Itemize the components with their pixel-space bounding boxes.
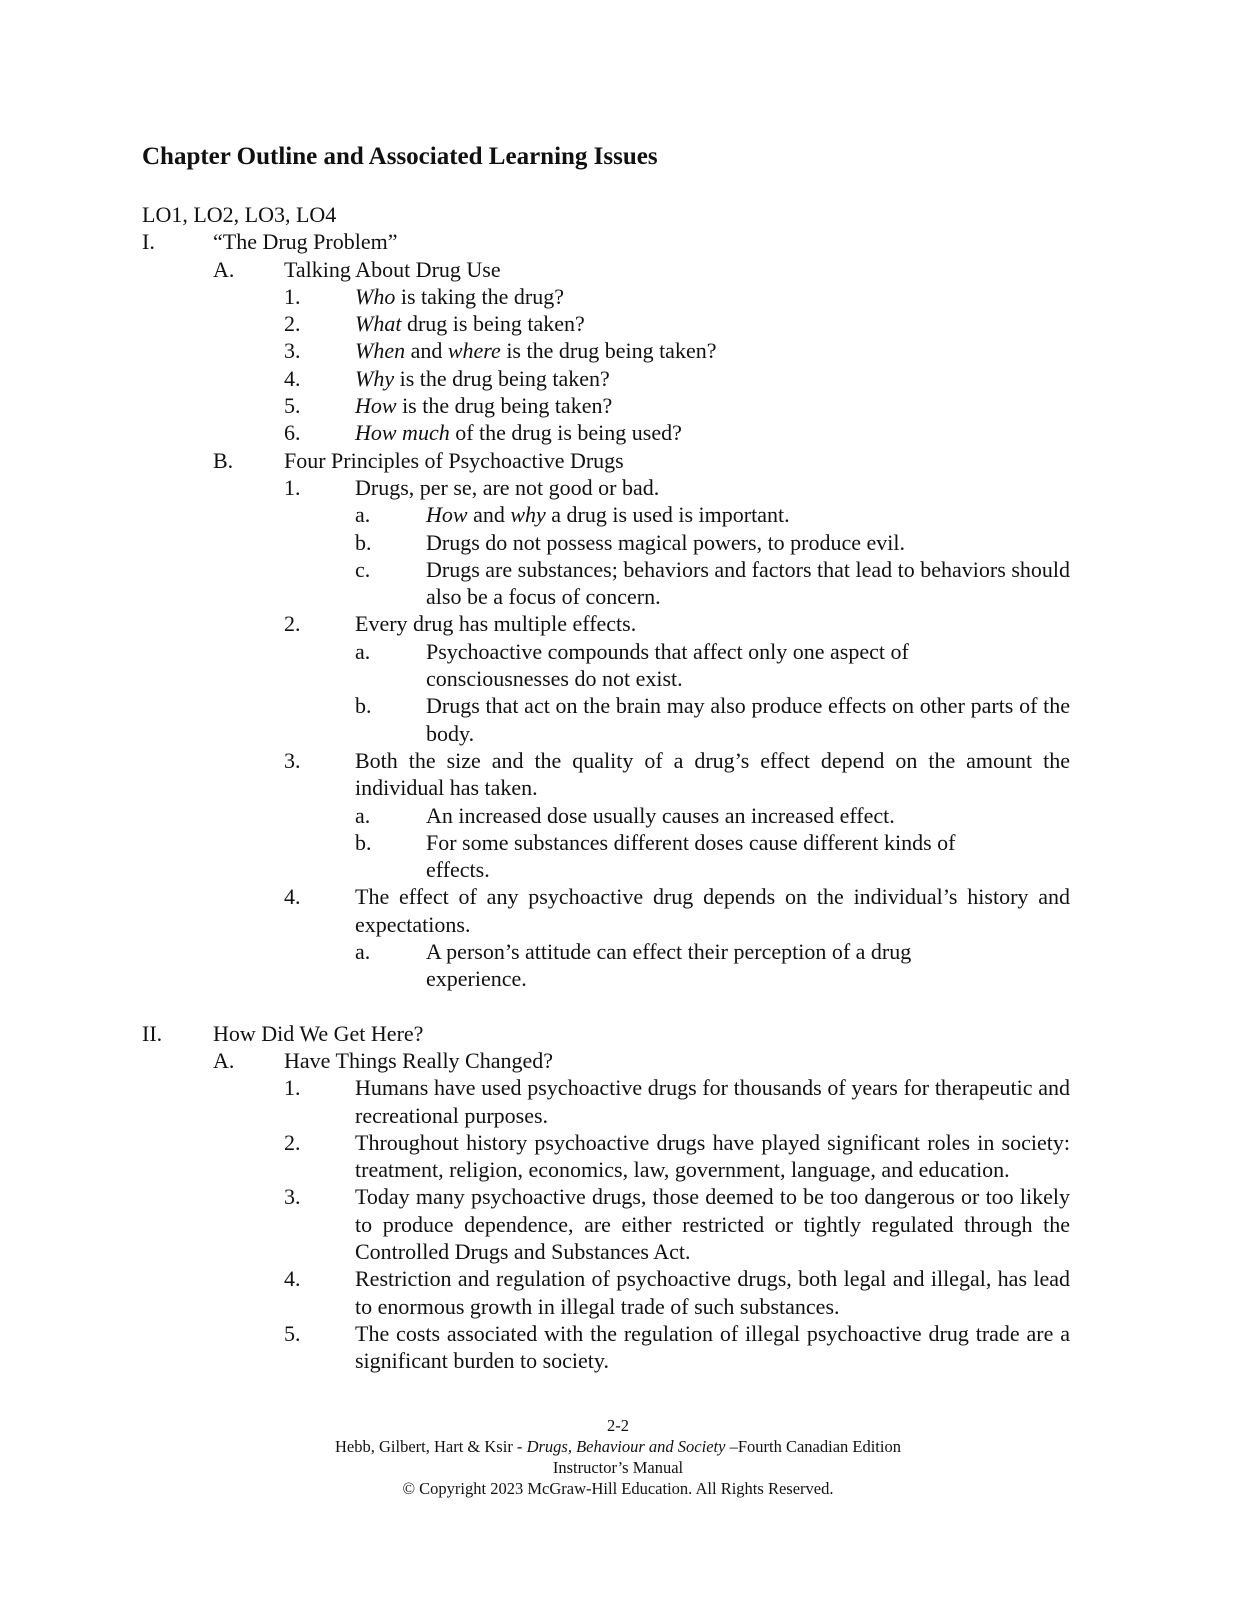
page-number: 2-2 — [607, 1416, 629, 1435]
item-text: Today many psychoactive drugs, those deemed to be too dangerous or too likely to produce dependence, are either restricted or tightly regulated through the Controlled Drugs and Substances Act. — [355, 1184, 1070, 1264]
item-emphasis: What — [355, 311, 402, 337]
item-rest: is taking the drug? — [395, 283, 564, 309]
section-marker: I. — [142, 229, 155, 255]
item-rest: drug is being taken? — [401, 311, 585, 337]
subitem-emphasis-2: why — [510, 502, 546, 528]
item-text: The effect of any psychoactive drug depends on the individual’s history and expectations. — [355, 884, 1070, 937]
item-row — [284, 610, 1070, 637]
section-title: “The Drug Problem” — [213, 229, 398, 255]
item-row — [284, 883, 1070, 938]
subitem-text: An increased dose usually causes an increased effect. — [426, 802, 895, 828]
item-rest: is the drug being taken? — [500, 338, 717, 364]
subitem-text: A person’s attitude can effect their perception of a drug experience. — [426, 939, 912, 992]
part-row — [213, 447, 1070, 474]
item-marker: 1. — [284, 283, 301, 309]
item-emphasis: Who — [355, 283, 396, 309]
item-text: Throughout history psychoactive drugs have played significant roles in society: treatment, religion, economics, law, government, language, and education. — [355, 1129, 1070, 1183]
subitem-text: Psychoactive compounds that affect only one aspect of consciousnesses do not exist. — [426, 638, 909, 692]
chapter-outline — [142, 201, 1070, 1374]
item-rest: of the drug is being used? — [449, 420, 682, 446]
item-row — [284, 474, 1070, 501]
item-text: The costs associated with the regulation of illegal psychoactive drug trade are a significant burden to society. — [355, 1320, 1070, 1374]
item-marker: 4. — [284, 884, 301, 910]
learning-objectives: LO1, LO2, LO3, LO4 — [142, 202, 337, 227]
item-marker: 1. — [284, 474, 301, 500]
subitem-marker: a. — [355, 939, 371, 965]
item-row — [284, 1265, 1070, 1320]
subitem-row — [355, 529, 1070, 556]
item-text: Restriction and regulation of psychoactive drugs, both legal and illegal, has lead to enormous growth in illegal trade of such substances. — [355, 1266, 1070, 1319]
citation-authors: Hebb, Gilbert, Hart & Ksir - — [335, 1437, 527, 1456]
item-row — [284, 310, 1070, 337]
part-title: Have Things Really Changed? — [284, 1047, 554, 1073]
section-row — [142, 1020, 1070, 1047]
item-row — [284, 1320, 1070, 1375]
citation-line — [0, 1436, 1236, 1457]
section-row — [142, 228, 1070, 255]
item-text: Every drug has multiple effects. — [355, 611, 637, 637]
item-marker: 4. — [284, 1266, 301, 1292]
item-row — [284, 365, 1070, 392]
item-text — [355, 365, 1070, 392]
part-title: Four Principles of Psychoactive Drugs — [284, 447, 624, 473]
item-text: Both the size and the quality of a drug’s effect depend on the amount the individual has taken. — [355, 747, 1070, 801]
part-marker: A. — [213, 1047, 235, 1073]
item-emphasis: When — [355, 338, 406, 364]
subitem-rest: a drug is used is important. — [545, 502, 790, 528]
item-text — [355, 419, 1070, 446]
item-text — [355, 392, 1070, 419]
item-emphasis: Why — [355, 365, 395, 391]
part-marker: A. — [213, 256, 235, 282]
item-emphasis: How much — [355, 420, 450, 446]
section-title: How Did We Get Here? — [213, 1020, 424, 1046]
item-marker: 2. — [284, 311, 301, 337]
item-text: Drugs, per se, are not good or bad. — [355, 474, 660, 500]
subitem-marker: a. — [355, 638, 371, 664]
citation-book-title: Drugs, Behaviour and Society — [526, 1437, 726, 1456]
subitem-row — [355, 692, 1070, 747]
item-rest: is the drug being taken? — [396, 393, 613, 419]
page-footer — [0, 1415, 1236, 1499]
item-rest: is the drug being taken? — [394, 365, 610, 391]
item-marker: 4. — [284, 365, 301, 391]
subitem-text: Drugs do not possess magical powers, to produce evil. — [426, 529, 906, 555]
subitem-row — [355, 638, 1070, 693]
item-marker: 3. — [284, 747, 301, 773]
item-marker: 5. — [284, 393, 301, 419]
subitem-marker: a. — [355, 502, 371, 528]
subitem-row — [355, 938, 1070, 993]
citation-edition: –Fourth Canadian Edition — [725, 1437, 901, 1456]
subitem-text: For some substances different doses cause different kinds of effects. — [426, 829, 956, 883]
subitem-marker: b. — [355, 693, 372, 719]
item-mid: and — [405, 338, 448, 364]
item-row — [284, 392, 1070, 419]
part-marker: B. — [213, 447, 234, 473]
item-text — [355, 310, 1070, 337]
section-gap — [142, 993, 1070, 1020]
subitem-row — [355, 829, 1070, 884]
subitem-marker: b. — [355, 829, 372, 855]
item-text: Humans have used psychoactive drugs for thousands of years for therapeutic and recreational purposes. — [355, 1075, 1070, 1128]
item-row — [284, 1074, 1070, 1129]
item-emphasis: How — [355, 393, 397, 419]
subitem-row — [355, 802, 1070, 829]
subitem-row — [355, 501, 1070, 528]
subitem-text — [426, 501, 1070, 528]
part-title: Talking About Drug Use — [284, 256, 501, 282]
part-row — [213, 1047, 1070, 1074]
item-marker: 1. — [284, 1075, 301, 1101]
item-marker: 3. — [284, 338, 301, 364]
item-text — [355, 337, 1070, 364]
subitem-text: Drugs that act on the brain may also produce effects on other parts of the body. — [426, 693, 1070, 746]
item-text — [355, 283, 1070, 310]
subitem-marker: b. — [355, 529, 372, 555]
subitem-emphasis: How — [426, 502, 468, 528]
item-row — [284, 747, 1070, 802]
subitem-marker: c. — [355, 556, 371, 582]
item-emphasis-2: where — [447, 338, 501, 364]
item-row — [284, 419, 1070, 446]
subitem-row — [355, 556, 1070, 611]
item-row — [284, 337, 1070, 364]
item-marker: 2. — [284, 611, 301, 637]
manual-line: Instructor’s Manual — [552, 1458, 684, 1477]
page-heading: Chapter Outline and Associated Learning Issues — [142, 143, 658, 170]
subitem-mid: and — [467, 502, 511, 528]
item-row — [284, 1183, 1070, 1265]
item-marker: 6. — [284, 420, 301, 446]
item-marker: 2. — [284, 1129, 301, 1155]
item-marker: 3. — [284, 1184, 301, 1210]
section-marker: II. — [142, 1020, 163, 1046]
item-row — [284, 1129, 1070, 1184]
part-row — [213, 256, 1070, 283]
subitem-text: Drugs are substances; behaviors and factors that lead to behaviors should also be a focus of concern. — [426, 556, 1070, 610]
item-marker: 5. — [284, 1320, 301, 1346]
item-row — [284, 283, 1070, 310]
copyright-line: © Copyright 2023 McGraw-Hill Education. All Rights Reserved. — [402, 1479, 834, 1498]
subitem-marker: a. — [355, 802, 371, 828]
